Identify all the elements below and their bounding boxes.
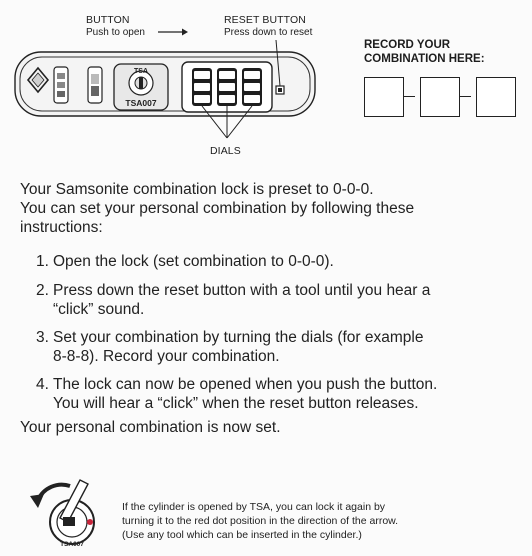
button-sublabel: Push to open <box>86 27 145 38</box>
combination-separator <box>460 96 471 97</box>
step-text: “click” sound. <box>53 301 145 318</box>
step-text: Open the lock (set combination to 0-0-0). <box>53 253 334 270</box>
step-text: Press down the reset button with a tool until you hear a <box>53 282 431 299</box>
step-number: 2. <box>36 282 49 299</box>
svg-text:TSA007: TSA007 <box>60 541 84 548</box>
step-text: 8-8-8). Record your combination. <box>53 348 280 365</box>
step-number: 4. <box>36 376 49 393</box>
step-text: The lock can now be opened when you push the button. <box>53 376 438 393</box>
svg-text:TSA: TSA <box>134 68 148 75</box>
closing-line: Your personal combination is now set. <box>20 419 281 436</box>
step-text: You will hear a “click” when the reset button releases. <box>53 395 419 412</box>
tsa-note-line-2: turning it to the red dot position in the direction of the arrow. <box>122 515 399 527</box>
reset-button-label: RESET BUTTON <box>224 14 306 26</box>
tsa-note-line-3: (Use any tool which can be inserted in the cylinder.) <box>122 529 362 541</box>
combination-separator <box>404 96 415 97</box>
lock-illustration <box>14 40 334 160</box>
combination-digit-box-3[interactable] <box>476 77 516 117</box>
intro-line-1: Your Samsonite combination lock is preset to 0-0-0. <box>20 181 374 198</box>
intro-line-2: You can set your personal combination by following these <box>20 200 415 217</box>
record-heading-line2: COMBINATION HERE: <box>364 53 485 65</box>
button-label: BUTTON <box>86 14 130 26</box>
step-text: Set your combination by turning the dials (for example <box>53 329 424 346</box>
combination-digit-box-2[interactable] <box>420 77 460 117</box>
tsa-cylinder-icon <box>20 478 110 550</box>
arrow-right-icon <box>158 27 188 37</box>
dials-label: DIALS <box>210 145 241 157</box>
step-number: 3. <box>36 329 49 346</box>
record-heading-line1: RECORD YOUR <box>364 39 451 51</box>
intro-line-3: instructions: <box>20 219 103 236</box>
reset-button-sublabel: Press down to reset <box>224 27 313 38</box>
combination-digit-box-1[interactable] <box>364 77 404 117</box>
step-number: 1. <box>36 253 49 270</box>
tsa-note-line-1: If the cylinder is opened by TSA, you can lock it again by <box>122 501 386 513</box>
svg-text:TSA007: TSA007 <box>125 98 157 108</box>
